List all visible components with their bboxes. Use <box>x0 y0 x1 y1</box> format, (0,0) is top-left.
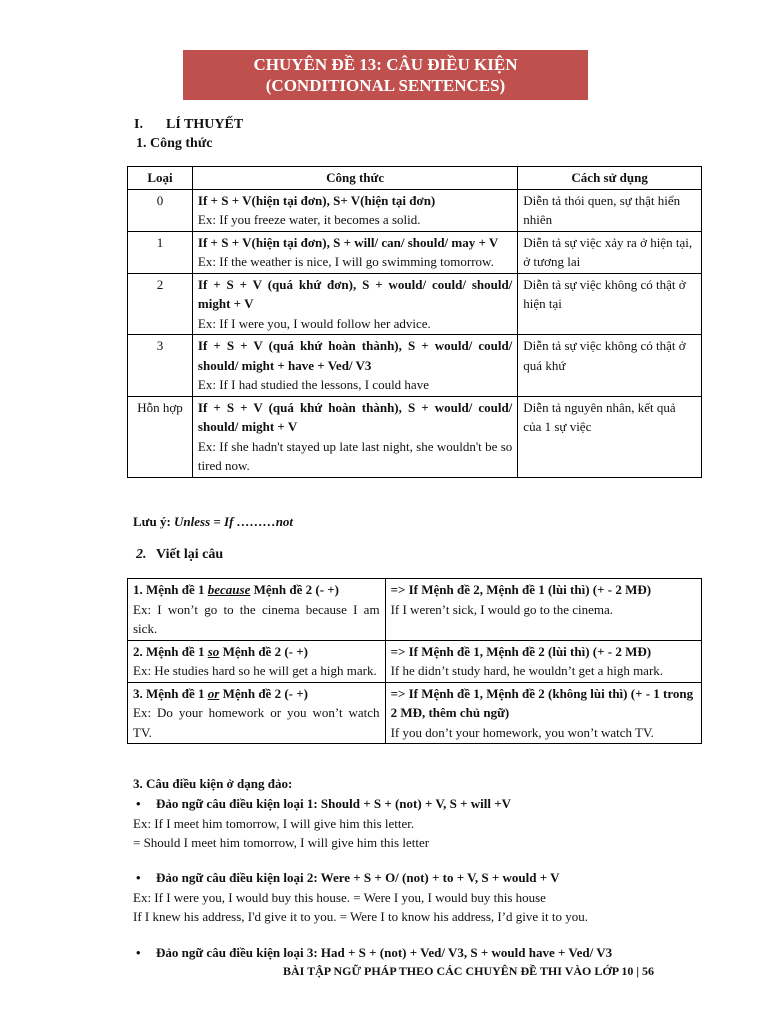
type-cell: Hỗn hợp <box>128 396 193 477</box>
formula-text: If + S + V(hiện tại đơn), S + will/ can/ should/ may + V <box>197 234 499 250</box>
example-text: Ex: I won’t go to the cinema because I am sick. <box>133 601 380 636</box>
usage-cell: Diễn tả thói quen, sự thật hiển nhiên <box>518 189 702 231</box>
type-cell: 0 <box>128 189 193 231</box>
example-text: If he didn’t study hard, he wouldn’t get a high mark. <box>390 663 664 678</box>
conjunction-word: so <box>207 643 220 659</box>
rewrite-result-rule: => If Mệnh đề 1, Mệnh đề 2 (không lùi thì) (+ - 1 trong 2 MĐ, thêm chủ ngữ) <box>390 685 694 720</box>
formula-text: If + S + V (quá khứ hoàn thành), S + would/ could/ should/ might + have + Ved/ V3 <box>197 338 513 373</box>
table-row <box>128 231 702 273</box>
section-number: I. <box>134 117 143 132</box>
example-text: Ex: If she hadn't stayed up late last night, she wouldn't be so tired now. <box>197 438 513 473</box>
rewrite-table <box>127 578 702 744</box>
rewrite-rule: 1. Mệnh đề 1 because Mệnh đề 2 (- +) <box>133 582 340 597</box>
bullet-text: Đảo ngữ câu điều kiện loại 3: Had + S + (not) + Ved/ V3, S + would have + Ved/ V3 <box>156 945 613 960</box>
usage-cell: Diễn tả sự việc không có thật ở quá khứ <box>518 335 702 397</box>
note-label: Lưu ý: <box>133 514 171 529</box>
formula-text: If + S + V (quá khứ đơn), S + would/ could/ should/ might + V <box>197 276 513 311</box>
subheading-inversion: 3. Câu điều kiện ở dạng đảo: <box>133 776 293 791</box>
section-label: LÍ THUYẾT <box>166 117 244 132</box>
usage-cell: Diễn tả sự việc xảy ra ở hiện tại, ở tương lai <box>518 231 702 273</box>
usage-cell: Diễn tả sự việc không có thật ở hiện tại <box>518 273 702 335</box>
type-cell: 1 <box>128 231 193 273</box>
chapter-title-line2: (CONDITIONAL SENTENCES) <box>265 76 506 95</box>
subheading-rewrite-number: 2. <box>136 547 147 562</box>
table-row <box>128 273 702 335</box>
bullet-icon: • <box>136 945 141 960</box>
bullet-item <box>136 945 612 961</box>
rewrite-left-cell <box>128 682 386 744</box>
type-cell: 3 <box>128 335 193 397</box>
chapter-title-line1: CHUYÊN ĐỀ 13: CÂU ĐIỀU KIỆN <box>253 55 518 74</box>
example-text: Ex: If I were you, I would follow her advice. <box>197 315 431 331</box>
example-text: Ex: Do your homework or you won’t watch TV. <box>133 705 380 740</box>
header-usage: Cách sử dụng <box>518 167 702 190</box>
table-row <box>128 682 702 744</box>
section-heading <box>134 117 243 133</box>
rewrite-left-cell <box>128 579 386 641</box>
table-row <box>128 640 702 682</box>
example-text: If you don’t your homework, you won’t watch TV. <box>390 724 654 740</box>
subheading-rewrite <box>136 547 223 563</box>
rewrite-rule: 3. Mệnh đề 1 or Mệnh đề 2 (- +) <box>133 685 308 701</box>
example-text: Ex: He studies hard so he will get a high mark. <box>133 663 377 678</box>
note-line <box>133 513 293 531</box>
bullet-icon: • <box>136 870 141 885</box>
conjunction-word: or <box>207 685 220 701</box>
bullet-item <box>136 796 511 812</box>
conjunction-word: because <box>207 582 251 597</box>
bullet-text: Đảo ngữ câu điều kiện loại 2: Were + S + O/ (not) + to + V, S + would + V <box>156 870 560 885</box>
rewrite-left-cell <box>128 640 386 682</box>
header-formula: Công thức <box>192 167 517 190</box>
bullet-item <box>136 870 560 886</box>
example-line: = Should I meet him tomorrow, I will give him this letter <box>133 835 430 850</box>
rewrite-right-cell <box>385 640 701 682</box>
table-row <box>128 335 702 397</box>
bullet-icon: • <box>136 796 141 811</box>
rewrite-result-rule: => If Mệnh đề 2, Mệnh đề 1 (lùi thì) (+ - 2 MĐ) <box>390 582 652 597</box>
subheading-formula: 1. Công thức <box>136 136 213 151</box>
example-text: If I weren’t sick, I would go to the cinema. <box>390 601 614 617</box>
chapter-title-banner <box>183 50 588 100</box>
note-text: Unless = If ………not <box>174 514 294 529</box>
usage-cell: Diễn tả nguyên nhân, kết quả của 1 sự việc <box>518 396 702 477</box>
example-text: Ex: If you freeze water, it becomes a solid. <box>197 212 421 227</box>
example-line: Ex: If I meet him tomorrow, I will give him this letter. <box>133 816 415 831</box>
subheading-rewrite-label: Viết lại câu <box>156 547 224 562</box>
table-row <box>128 189 702 231</box>
formula-cell <box>192 335 517 397</box>
example-line: Ex: If I were you, I would buy this house. = Were I you, I would buy this house <box>133 890 546 905</box>
header-type: Loại <box>128 167 193 190</box>
formula-text: If + S + V (quá khứ hoàn thành), S + would/ could/ should/ might + V <box>197 399 513 434</box>
formula-cell <box>192 396 517 477</box>
formula-cell <box>192 189 517 231</box>
page-footer: BÀI TẬP NGỮ PHÁP THEO CÁC CHUYÊN ĐỀ THI VÀO LỚP 10 | 56 <box>283 964 655 978</box>
example-line: If I knew his address, I'd give it to you. = Were I to know his address, I’d give it to you. <box>133 909 588 924</box>
formula-cell <box>192 231 517 273</box>
bullet-text: Đảo ngữ câu điều kiện loại 1: Should + S + (not) + V, S + will +V <box>156 796 511 811</box>
rewrite-right-cell <box>385 682 701 744</box>
table-header-row <box>128 167 702 190</box>
table-row <box>128 579 702 641</box>
formula-text: If + S + V(hiện tại đơn), S+ V(hiện tại đơn) <box>197 192 436 208</box>
rewrite-result-rule: => If Mệnh đề 1, Mệnh đề 2 (lùi thì) (+ - 2 MĐ) <box>390 643 652 659</box>
type-cell: 2 <box>128 273 193 335</box>
rewrite-rule: 2. Mệnh đề 1 so Mệnh đề 2 (- +) <box>133 643 308 659</box>
table-row <box>128 396 702 477</box>
rewrite-right-cell <box>385 579 701 641</box>
formula-cell <box>192 273 517 335</box>
example-text: Ex: If the weather is nice, I will go swimming tomorrow. <box>197 254 494 269</box>
example-text: Ex: If I had studied the lessons, I could have <box>197 377 429 392</box>
formula-table <box>127 166 702 478</box>
